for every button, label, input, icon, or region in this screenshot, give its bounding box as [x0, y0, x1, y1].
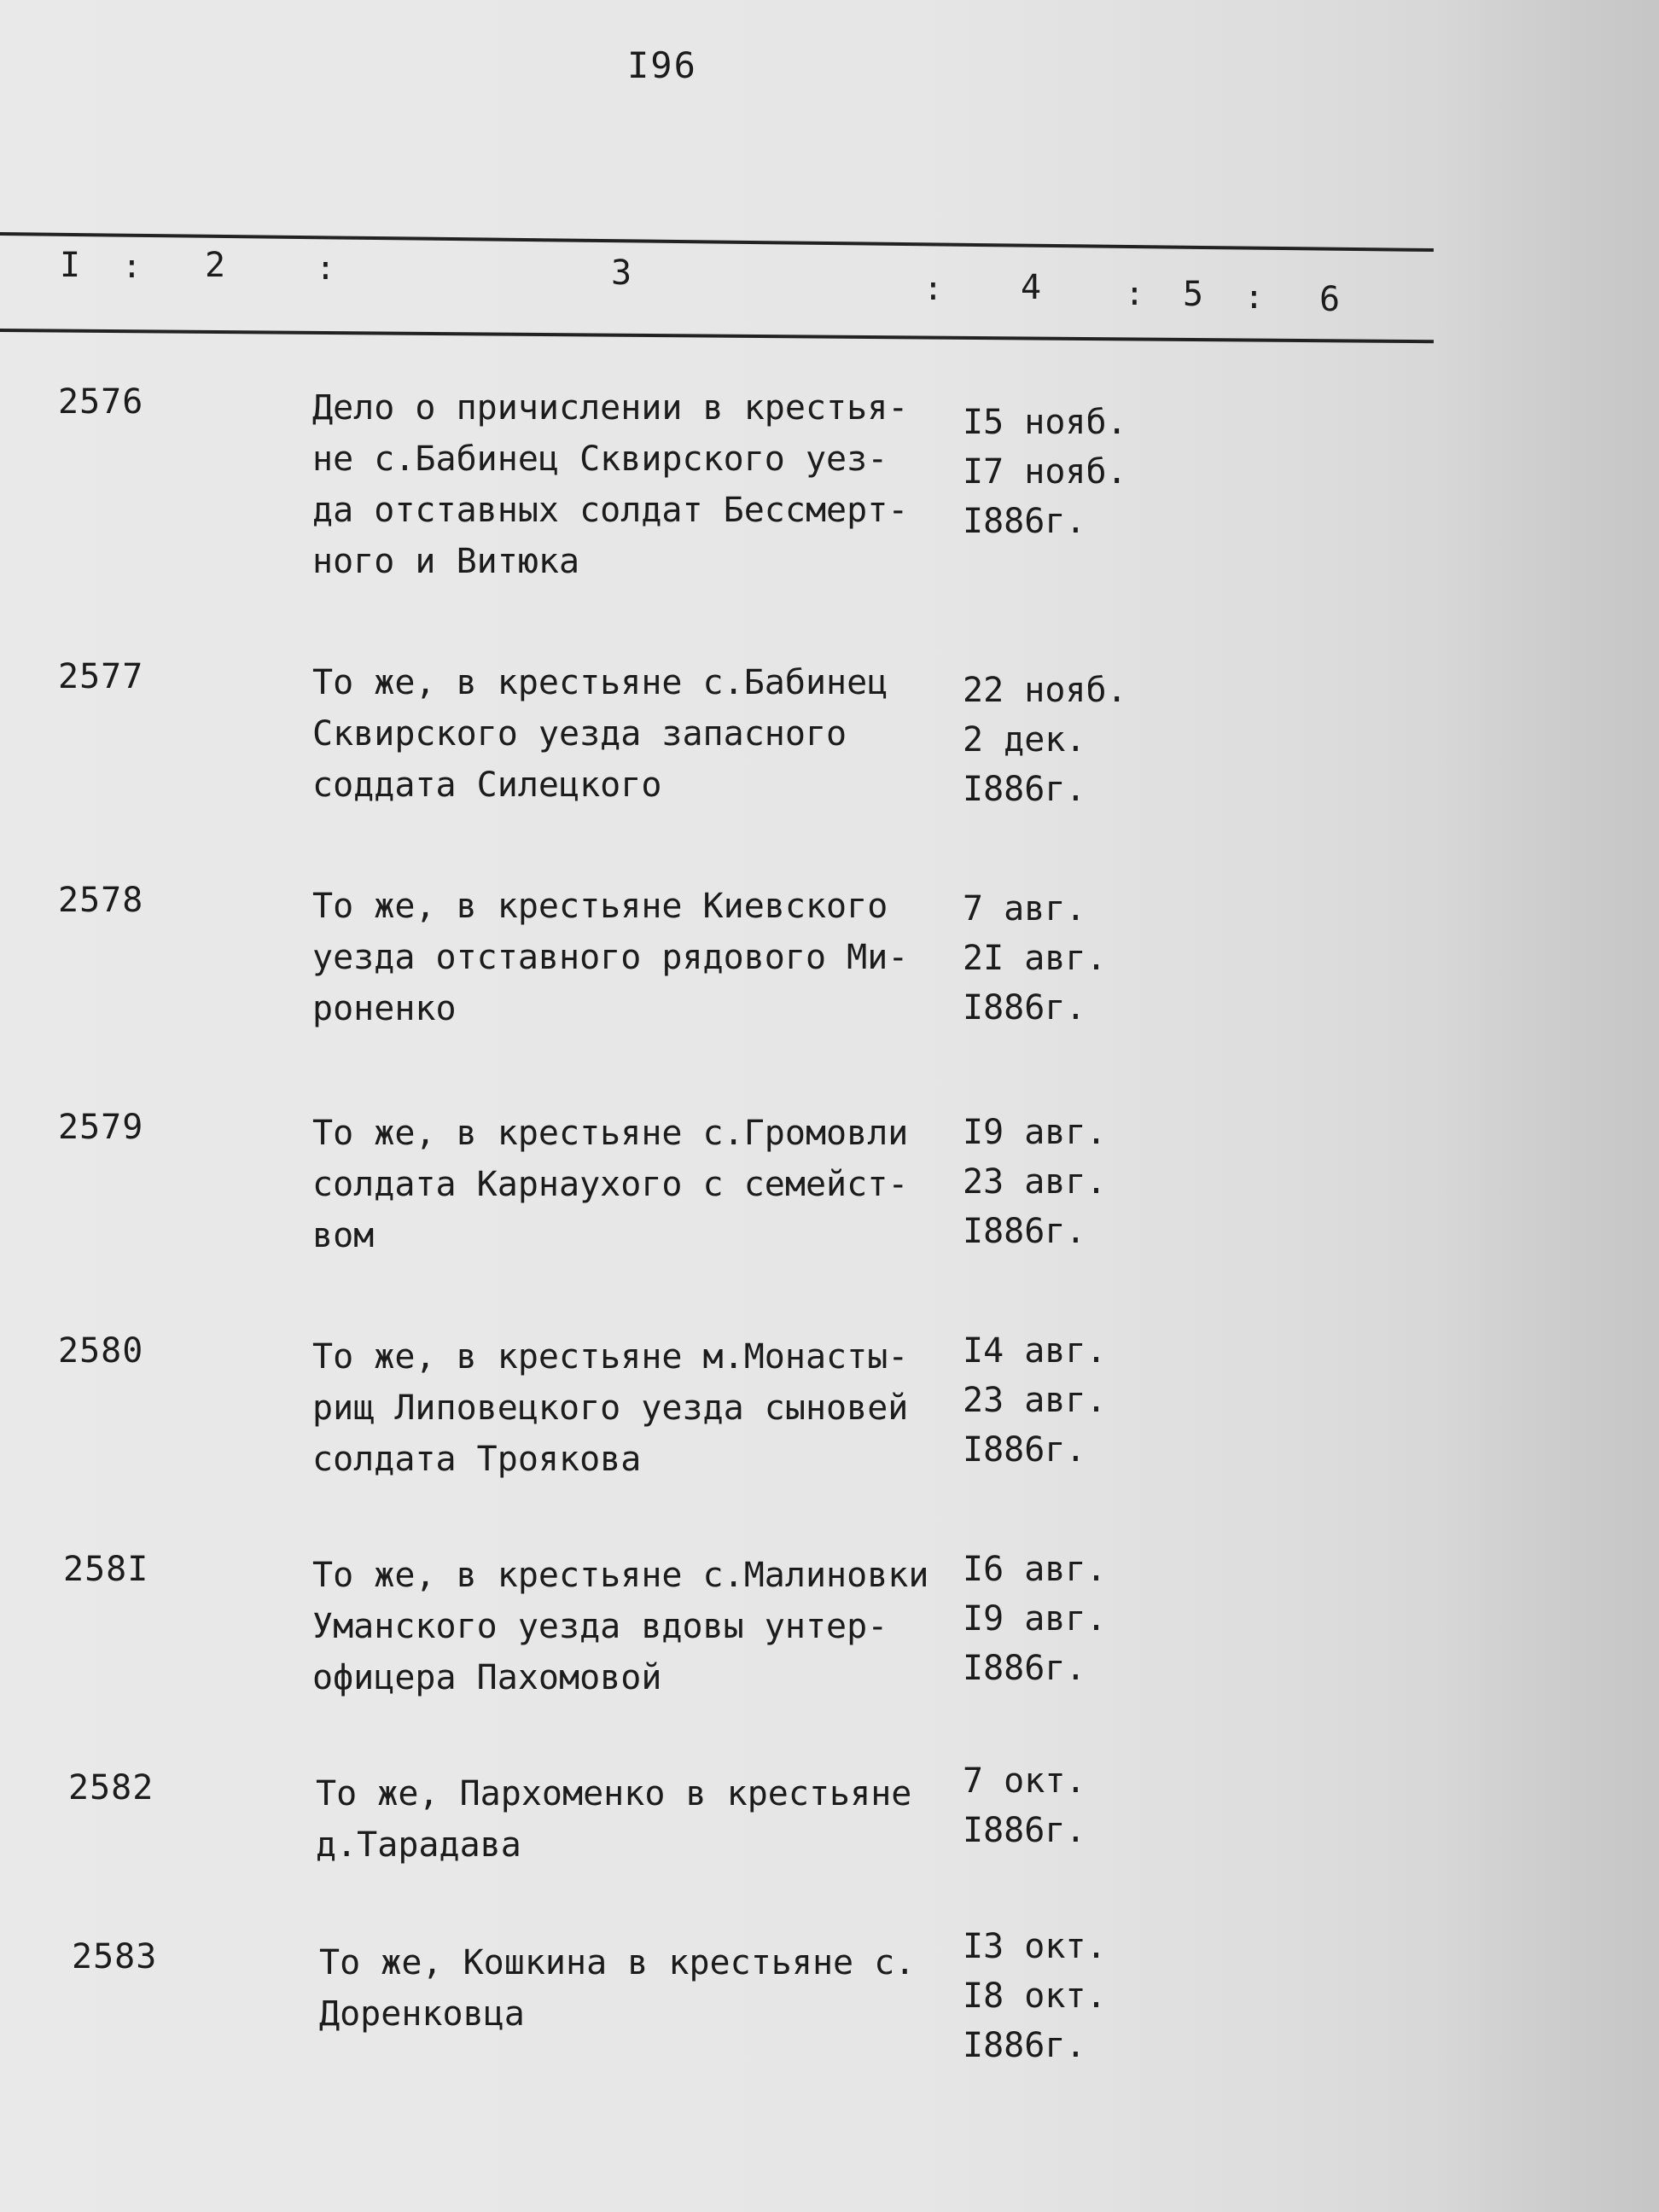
description-line: не с.Бабинец Сквирского уез-: [312, 439, 888, 479]
entry-number: 2580: [58, 1331, 144, 1371]
entry-dates: [963, 398, 1185, 546]
page-number: I96: [627, 44, 697, 86]
description-line: Дело о причислении в крестья-: [312, 388, 909, 428]
entry-description: [312, 382, 961, 587]
table-row: [0, 1331, 1659, 1479]
table-row: [0, 881, 1659, 1028]
header-separator: :: [122, 247, 142, 285]
description-line: Доренковца: [319, 1994, 525, 2034]
date-line: I7 нояб.: [963, 452, 1127, 492]
date-line: I4 авг.: [963, 1331, 1107, 1371]
header-separator: :: [1244, 278, 1264, 316]
description-line: соддата Силецкого: [312, 765, 662, 805]
entry-dates: [963, 1545, 1185, 1693]
date-line: 7 авг.: [963, 889, 1086, 928]
date-line: I8 окт.: [963, 1976, 1107, 2016]
description-line: уезда отставного рядового Ми-: [312, 938, 909, 977]
page-edge-shadow: [1437, 0, 1659, 2212]
entry-description: [312, 881, 961, 1034]
header-col-6: 6: [1319, 280, 1341, 319]
description-line: да отставных солдат Бессмерт-: [312, 491, 909, 530]
description-line: То же, в крестьяне с.Громовли: [312, 1114, 909, 1153]
table-row: [0, 657, 1659, 809]
description-line: солдата Карнаухого с семейст-: [312, 1165, 909, 1204]
date-line: 23 авг.: [963, 1381, 1107, 1420]
description-line: роненко: [312, 989, 457, 1028]
header-col-5: 5: [1183, 275, 1204, 314]
header-separator: :: [316, 249, 335, 287]
entry-description: [312, 1108, 961, 1261]
entry-dates: [963, 884, 1185, 1033]
description-line: То же, в крестьяне с.Малиновки: [312, 1556, 929, 1595]
date-line: I6 авг.: [963, 1550, 1107, 1589]
date-line: I9 авг.: [963, 1113, 1107, 1152]
entry-description: [312, 1331, 961, 1485]
date-line: 2I авг.: [963, 939, 1107, 978]
table-row: [0, 1108, 1659, 1255]
description-line: Сквирского уезда запасного: [312, 714, 847, 754]
date-line: I886г.: [963, 1649, 1086, 1688]
entry-dates: [963, 1326, 1185, 1475]
description-line: д.Тарадава: [316, 1825, 521, 1865]
entry-description: [312, 657, 961, 811]
description-line: Уманского уезда вдовы унтер-: [312, 1607, 888, 1646]
entry-description: [319, 1937, 968, 2040]
description-line: То же, Пархоменко в крестьяне: [316, 1774, 912, 1813]
date-line: 22 нояб.: [963, 671, 1127, 710]
entry-number: 2578: [58, 881, 144, 920]
description-line: ного и Витюка: [312, 542, 580, 581]
table-row: [0, 1550, 1659, 1697]
description-line: То же, Кошкина в крестьяне с.: [319, 1943, 916, 1982]
entry-dates: [963, 1108, 1185, 1256]
entry-number: 258I: [63, 1550, 149, 1589]
description-line: вом: [312, 1216, 375, 1255]
date-line: I886г.: [963, 1212, 1086, 1251]
entry-description: [312, 1550, 961, 1703]
description-line: солдата Троякова: [312, 1440, 642, 1479]
date-line: I886г.: [963, 1430, 1086, 1470]
header-col-3: 3: [611, 253, 632, 293]
description-line: офицера Пахомовой: [312, 1658, 662, 1697]
description-line: То же, в крестьяне м.Монасты-: [312, 1337, 909, 1377]
header-col-2: 2: [205, 246, 226, 285]
date-line: I3 окт.: [963, 1927, 1107, 1966]
header-col-4: 4: [1021, 268, 1042, 307]
entry-dates: [963, 1756, 1185, 1855]
header-col-1: I: [60, 246, 81, 285]
table-row: [0, 1761, 1659, 1865]
date-line: I886г.: [963, 2026, 1086, 2065]
date-line: I886г.: [963, 502, 1086, 541]
table-header-bottom-rule: [0, 329, 1434, 343]
entry-description: [316, 1768, 964, 1871]
date-line: 23 авг.: [963, 1162, 1107, 1202]
date-line: 7 окт.: [963, 1761, 1086, 1801]
date-line: I886г.: [963, 770, 1086, 809]
header-separator: :: [923, 270, 943, 307]
description-line: То же, в крестьяне с.Бабинец: [312, 663, 888, 702]
entry-dates: [963, 1922, 1185, 2070]
date-line: I5 нояб.: [963, 403, 1127, 442]
date-line: I9 авг.: [963, 1599, 1107, 1639]
entry-dates: [963, 666, 1185, 814]
entry-number: 2576: [58, 382, 144, 422]
date-line: I886г.: [963, 988, 1086, 1027]
header-separator: :: [1125, 275, 1144, 312]
entry-number: 2582: [68, 1768, 154, 1807]
entry-number: 2583: [72, 1937, 158, 1976]
description-line: То же, в крестьяне Киевского: [312, 887, 888, 926]
description-line: рищ Липовецкого уезда сыновей: [312, 1388, 909, 1428]
table-row: [0, 382, 1659, 581]
entry-number: 2577: [58, 657, 144, 696]
date-line: I886г.: [963, 1811, 1086, 1850]
date-line: 2 дек.: [963, 720, 1086, 760]
table-row: [0, 1927, 1659, 2065]
entry-number: 2579: [58, 1108, 144, 1147]
